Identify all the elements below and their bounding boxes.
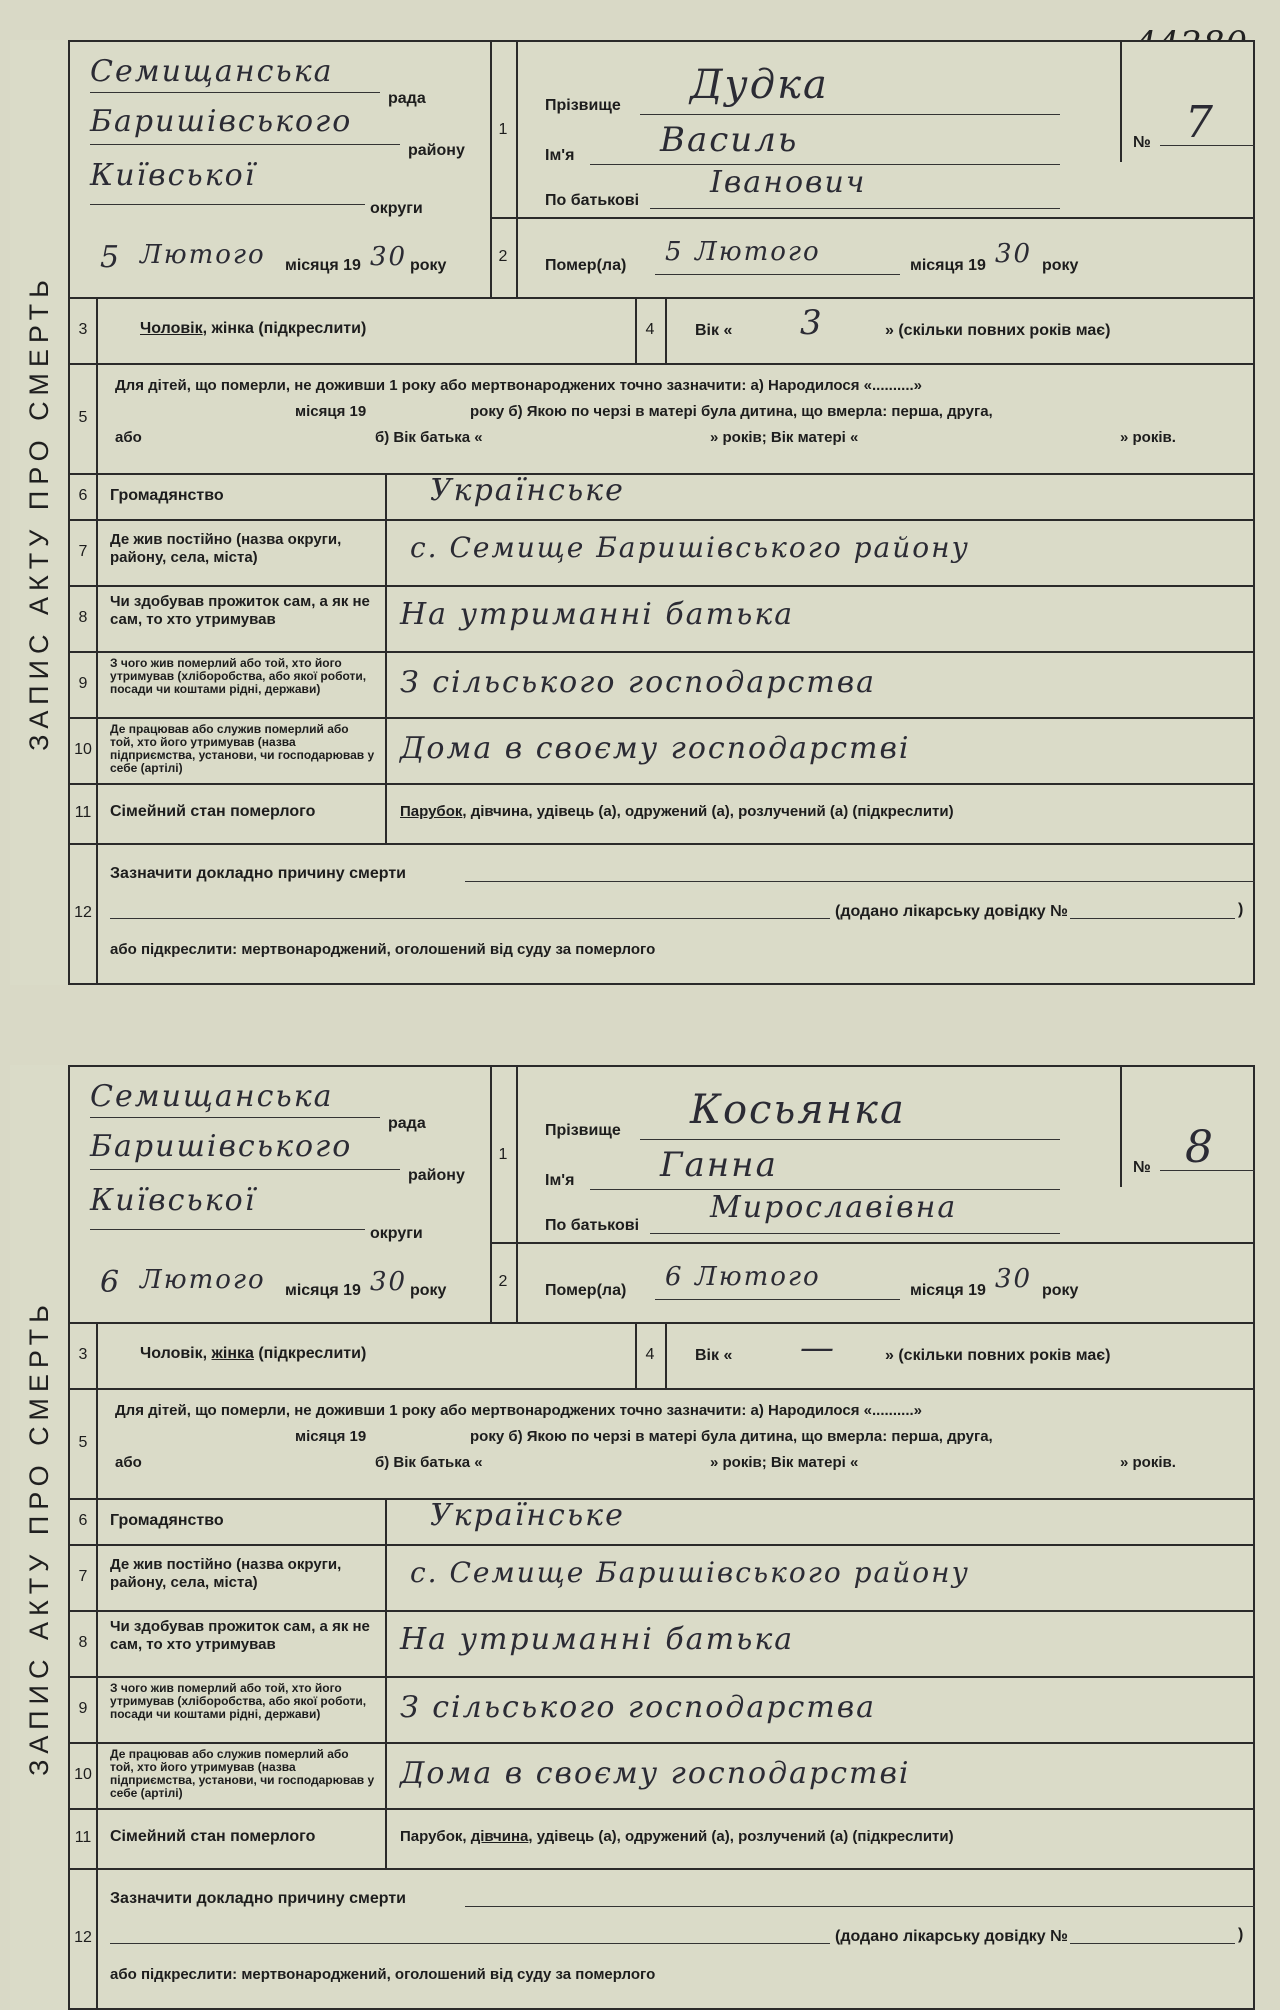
row-6: 6 Громадянство Українське [70,473,1253,521]
number-label: № [1133,134,1151,151]
age-value: — [800,1328,836,1368]
death-day-value: 6 [665,1262,684,1292]
death-month-value: Лютого [695,1262,821,1292]
number-value: 7 [1185,97,1215,148]
income-value: З сільського господарства [400,665,877,700]
okruha-value: Київської [90,158,257,193]
age-label: Вік « [695,1347,733,1364]
header-block: 1 2 Семищанська рада Баришівського району Київської округи 6 Лютого місяця 19 30 року Прізвище Косьянка Ім'я Ганна По батькові Мирославівна № 8 Помер(ла) 6 Лютого місяця 19 30 року [70,1067,1253,1324]
month-value: Лютого [140,240,266,270]
rayon-value: Баришівського [90,1129,353,1164]
support-value: На утриманні батька [400,1622,795,1657]
month-label: місяця 19 [285,1282,361,1299]
income-value: З сільського господарства [400,1690,877,1725]
age-label: Вік « [695,322,733,339]
record-frame [68,40,1255,985]
month-value: Лютого [140,1265,266,1295]
rayon-label: району [408,1167,465,1184]
month-label: місяця 19 [285,257,361,274]
work-value: Дома в своєму господарстві [400,731,911,766]
support-value: На утриманні батька [400,597,795,632]
age-tail-label: » (скільки повних років має) [885,322,1111,339]
row-12: 12 Зазначити докладно причину смерти (додано лікарську довідку № ) або підкреслити: мертвонароджений, оголошений від суду за померлого [70,1868,1253,2008]
side-label: ЗАПИС АКТУ ПРО СМЕРТЬ [23,1299,54,1776]
rada-value: Семищанська [90,54,334,89]
side-label: ЗАПИС АКТУ ПРО СМЕРТЬ [23,274,54,751]
day-value: 5 [100,240,122,275]
death-year-label: року [1042,257,1079,274]
name-value: Ганна [660,1145,778,1185]
marital-options: Парубок, дівчина, удівець (а), одружений (а), розлучений (а) (підкреслити) [400,803,954,820]
citizenship-value: Українське [430,1498,625,1533]
surname-label: Прізвище [545,97,621,114]
death-year-value: 30 [995,1264,1033,1294]
name-label: Ім'я [545,1172,575,1189]
surname-label: Прізвище [545,1122,621,1139]
row-5: 5 Для дітей, що померли, не доживши 1 року або мертвонароджених точно зазначити: а) Народилося «..........» місяця 19 року б) Якою по черзі в матері була дитина, що вмерла: перша, друга, або б) Вік батька « » років; Вік матері « » років. [70,1388,1253,1500]
death-record-1 [10,40,1255,985]
row-8: 8 Чи здобував прожиток сам, а як не сам, то хто утримував На утриманні батька [70,585,1253,653]
rayon-value: Баришівського [90,104,353,139]
row-11: 11 Сімейний стан померлого Парубок, дівчина, удівець (а), одружений (а), розлучений (а) (підкреслити) [70,783,1253,845]
row-7: 7 Де жив постійно (назва округи, району, села, міста) с. Семище Баришівського району [70,1544,1253,1612]
row-9: 9 З чого жив померлий або той, хто його утримував (хліборобства, або якої роботи, посади чи коштами рідні, держави) З сільського господарства [70,1676,1253,1744]
rada-label: рада [388,1115,426,1132]
okruha-label: округи [370,200,423,217]
header-block: 1 2 Семищанська рада Баришівського району Київської округи 5 Лютого місяця 19 30 року Прізвище Дудка Ім'я Василь По батькові Іванович № 7 Помер(ла) 5 Лютого місяця 19 30 року [70,42,1253,299]
number-label: № [1133,1159,1151,1176]
residence-value: с. Семище Баришівського району [410,1556,970,1589]
death-month-value: Лютого [695,237,821,267]
year-label: року [410,257,447,274]
death-month-label: місяця 19 [910,257,986,274]
row-3-4: 3 Чоловік, жінка (підкреслити) 4 Вік « — » (скільки повних років має) [70,1322,1253,1390]
patronymic-label: По батькові [545,192,640,209]
row-12: 12 Зазначити докладно причину смерти (додано лікарську довідку № ) або підкреслити: мертвонароджений, оголошений від суду за померлого [70,843,1253,983]
row-7: 7 Де жив постійно (назва округи, району, села, міста) с. Семище Баришівського району [70,519,1253,587]
year-label: року [410,1282,447,1299]
residence-value: с. Семище Баришівського району [410,531,970,564]
marital-options: Парубок, дівчина, удівець (а), одружений (а), розлучений (а) (підкреслити) [400,1828,954,1845]
row-9: 9 З чого жив померлий або той, хто його утримував (хліборобства, або якої роботи, посади чи коштами рідні, держави) З сільського господарства [70,651,1253,719]
death-label: Помер(ла) [545,257,627,274]
death-label: Помер(ла) [545,1282,627,1299]
okruha-value: Київської [90,1183,257,1218]
year-value: 30 [370,242,408,272]
sex-label: Чоловік, жінка (підкреслити) [140,320,367,337]
death-year-label: року [1042,1282,1079,1299]
name-label: Ім'я [545,147,575,164]
number-value: 8 [1185,1122,1215,1173]
death-month-label: місяця 19 [910,1282,986,1299]
death-record-2 [10,1065,1255,2010]
age-value: 3 [800,303,824,343]
citizenship-value: Українське [430,473,625,508]
death-year-value: 30 [995,239,1033,269]
age-tail-label: » (скільки повних років має) [885,1347,1111,1364]
record-frame [68,1065,1255,2010]
row-6: 6 Громадянство Українське [70,1498,1253,1546]
day-value: 6 [100,1265,122,1300]
surname-value: Дудка [690,62,829,108]
rayon-label: району [408,142,465,159]
rada-value: Семищанська [90,1079,334,1114]
row-10: 10 Де працював або служив померлий або той, хто його утримував (назва підприємства, установи, чи господарював у себе (артілі) Дома в своєму господарстві [70,1742,1253,1810]
okruha-label: округи [370,1225,423,1242]
patronymic-label: По батькові [545,1217,640,1234]
year-value: 30 [370,1267,408,1297]
death-day-value: 5 [665,237,684,267]
row-8: 8 Чи здобував прожиток сам, а як не сам, то хто утримував На утриманні батька [70,1610,1253,1678]
patronymic-value: Іванович [710,165,867,200]
row-5: 5 Для дітей, що померли, не доживши 1 року або мертвонароджених точно зазначити: а) Народилося «..........» місяця 19 року б) Якою по черзі в матері була дитина, що вмерла: перша, друга, або б) Вік батька « » років; Вік матері « » років. [70,363,1253,475]
row-3-4: 3 Чоловік, жінка (підкреслити) 4 Вік « 3 » (скільки повних років має) [70,297,1253,365]
patronymic-value: Мирославівна [710,1190,958,1225]
surname-value: Косьянка [690,1087,906,1133]
work-value: Дома в своєму господарстві [400,1756,911,1791]
rada-label: рада [388,90,426,107]
row-10: 10 Де працював або служив померлий або той, хто його утримував (назва підприємства, установи, чи господарював у себе (артілі) Дома в своєму господарстві [70,717,1253,785]
name-value: Василь [660,120,799,160]
row-11: 11 Сімейний стан померлого Парубок, дівчина, удівець (а), одружений (а), розлучений (а) (підкреслити) [70,1808,1253,1870]
sex-label: Чоловік, жінка (підкреслити) [140,1345,367,1362]
